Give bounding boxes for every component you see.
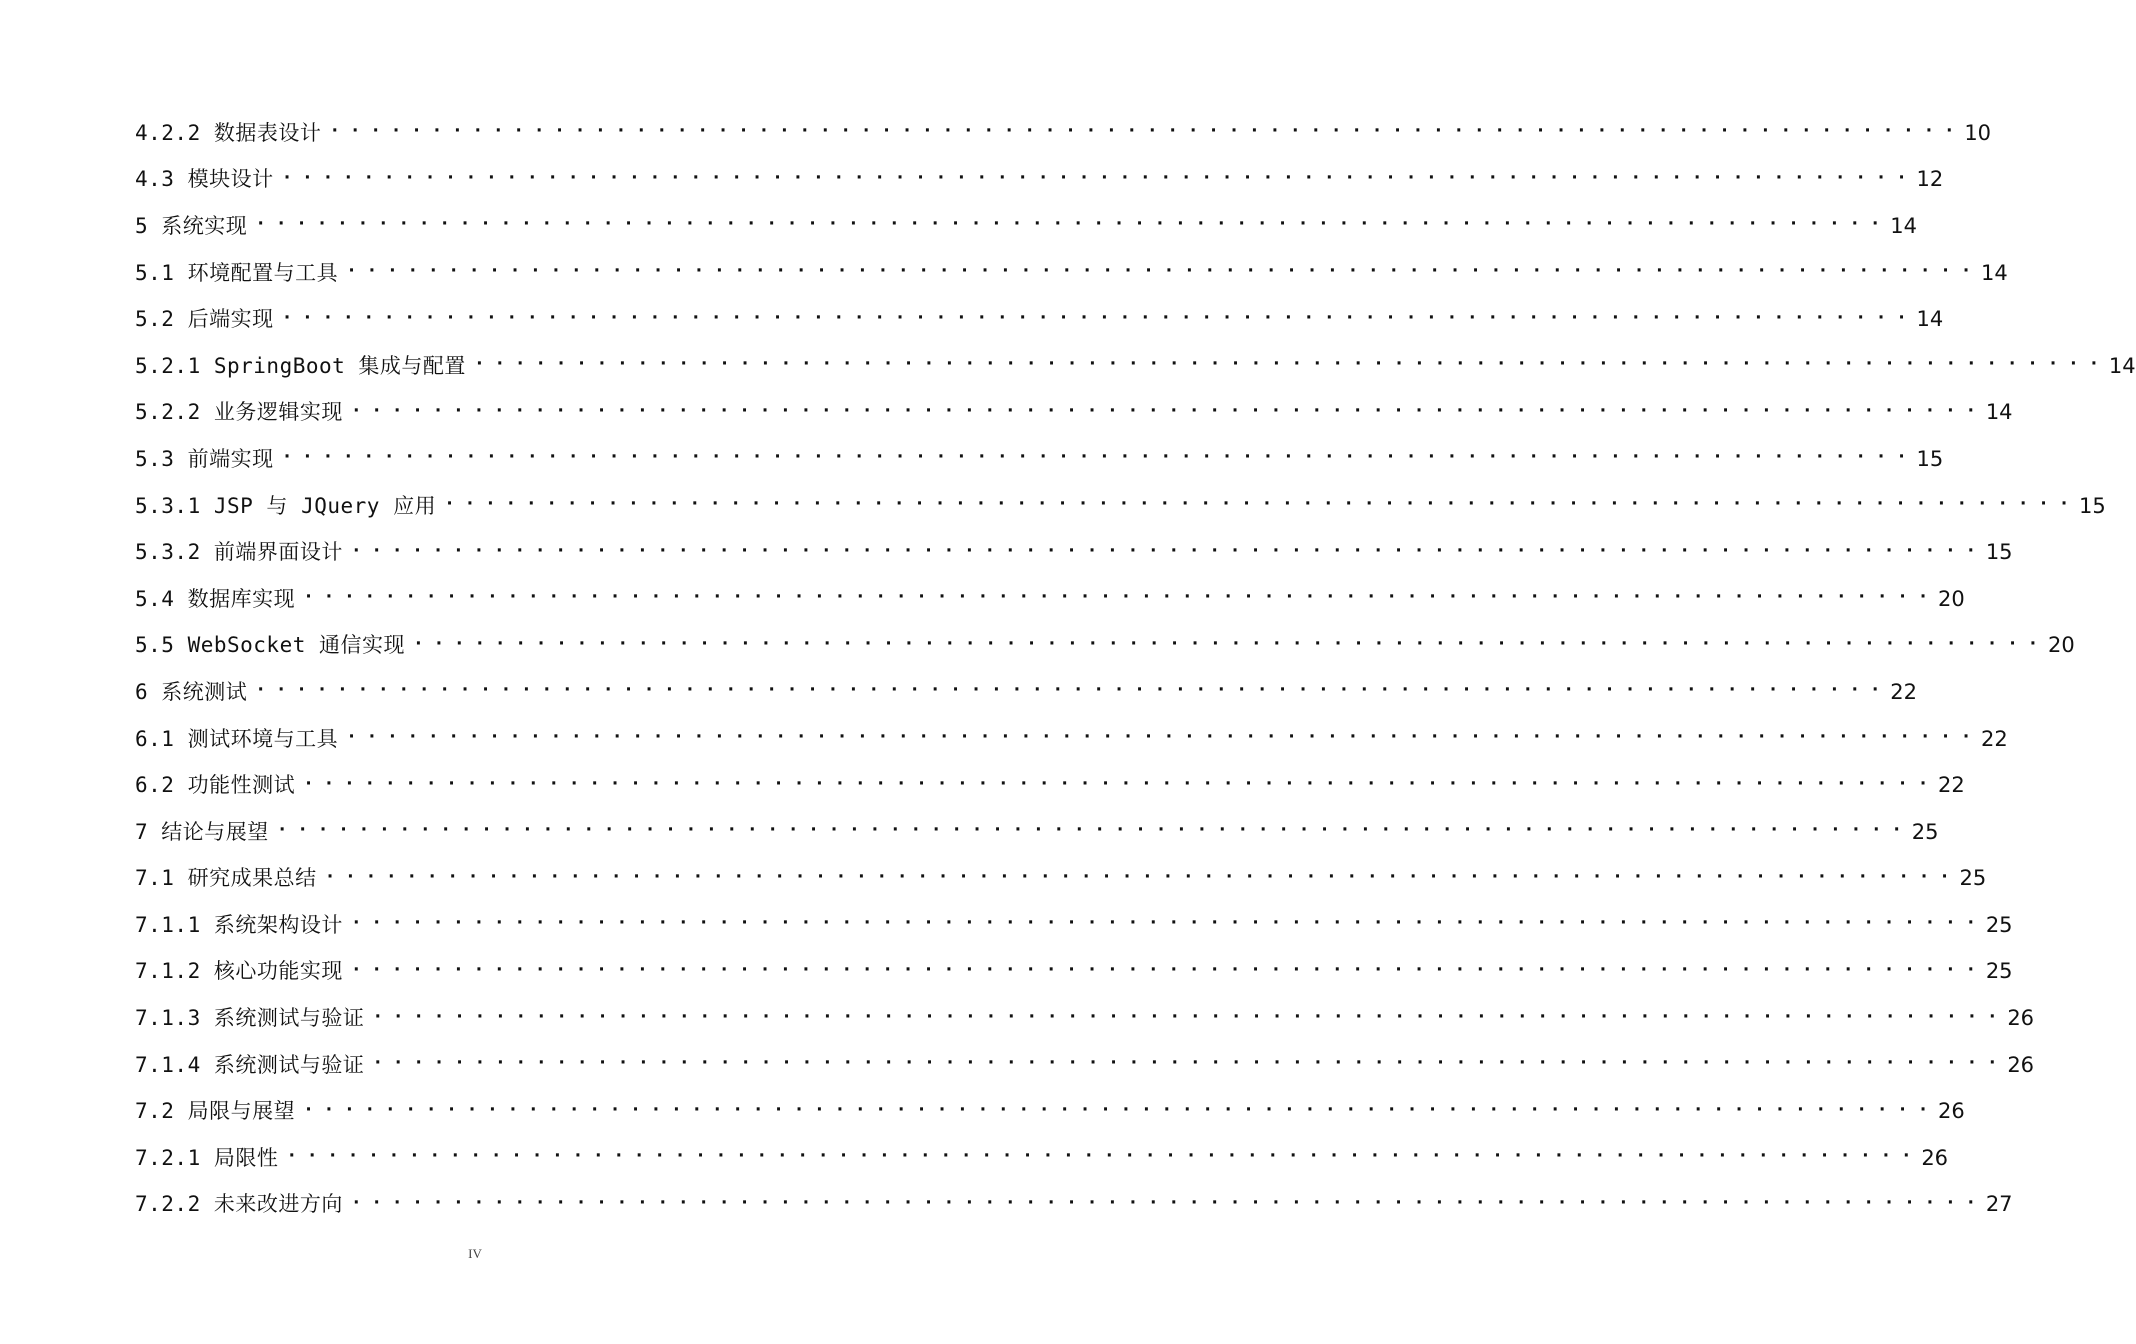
toc-leader-dots: ················································································ — [303, 586, 1939, 608]
toc-entry-title: 7.1.4 系统测试与验证 — [135, 1055, 372, 1076]
toc-entry-title: 7.2.2 未来改进方向 — [135, 1194, 351, 1215]
toc-entry[interactable] — [135, 623, 2075, 670]
toc-entry-title: 4.2.2 数据表设计 — [135, 123, 329, 144]
toc-entry-title: 7.1 研究成果总结 — [135, 868, 325, 889]
toc-leader-dots: ················································································ — [350, 1191, 1986, 1213]
toc-entry-page: 14 — [1890, 213, 1917, 238]
toc-leader-dots: ················································································ — [372, 1005, 2008, 1027]
toc-entry-title: 7 结论与展望 — [135, 822, 277, 843]
toc-entry[interactable] — [135, 343, 2136, 390]
toc-entry-title: 5.3 前端实现 — [135, 449, 282, 470]
toc-entry[interactable] — [135, 250, 2008, 297]
toc-entry-title: 7.1.1 系统架构设计 — [135, 915, 351, 936]
toc-entry[interactable] — [135, 902, 2013, 949]
toc-entry-page: 12 — [1916, 167, 1944, 192]
toc-entry-page: 10 — [1964, 120, 1992, 145]
toc-entry[interactable] — [135, 1088, 1965, 1135]
toc-entry-title: 7.1.2 核心功能实现 — [135, 961, 351, 982]
toc-leader-dots: ················································································ — [350, 399, 1986, 421]
toc-leader-dots: ················································································ — [281, 306, 1917, 328]
toc-entry-page: 26 — [1921, 1145, 1949, 1170]
toc-entry[interactable] — [135, 203, 1917, 250]
toc-entry-title: 7.2 局限与展望 — [135, 1101, 303, 1122]
toc-entry-page: 26 — [2007, 1006, 2035, 1031]
toc-leader-dots: ················································································ — [444, 493, 2080, 515]
toc-leader-dots: ················································································ — [276, 819, 1912, 841]
toc-entry-page: 22 — [1890, 679, 1917, 704]
toc-leader-dots: ················································································ — [350, 539, 1986, 561]
toc-entry[interactable] — [135, 390, 2013, 437]
toc-entry[interactable] — [135, 483, 2106, 530]
toc-entry[interactable] — [135, 949, 2013, 996]
toc-entry[interactable] — [135, 1182, 2013, 1229]
toc-leader-dots: ················································································ — [303, 1098, 1939, 1120]
toc-entry[interactable] — [135, 716, 2008, 763]
toc-entry-page: 25 — [1911, 819, 1939, 844]
toc-entry[interactable] — [135, 856, 1987, 903]
toc-leader-dots: ················································································ — [329, 120, 1965, 142]
toc-entry-title: 7.2.1 局限性 — [135, 1148, 286, 1169]
toc-entry-page: 14 — [1916, 307, 1944, 332]
toc-entry[interactable] — [135, 809, 1939, 856]
toc-entry[interactable] — [135, 669, 1917, 716]
toc-entry-page: 14 — [2108, 353, 2136, 378]
toc-entry-title: 6.1 测试环境与工具 — [135, 729, 346, 750]
toc-entry-page: 15 — [1985, 540, 2013, 565]
toc-entry[interactable] — [135, 529, 2013, 576]
table-of-contents — [135, 110, 2136, 1228]
toc-entry-title: 5.2.2 业务逻辑实现 — [135, 402, 351, 423]
toc-leader-dots: ················································································ — [372, 1052, 2008, 1074]
toc-entry-title: 5.3.2 前端界面设计 — [135, 542, 351, 563]
toc-leader-dots: ················································································ — [303, 772, 1939, 794]
toc-entry[interactable] — [135, 110, 1992, 157]
toc-leader-dots: ················································································ — [350, 912, 1986, 934]
toc-entry-page: 15 — [1916, 446, 1944, 471]
toc-entry[interactable] — [135, 296, 1944, 343]
toc-entry[interactable] — [135, 1042, 2035, 1089]
toc-leader-dots: ················································································ — [324, 865, 1960, 887]
toc-leader-dots: ················································································ — [281, 446, 1917, 468]
toc-entry-title: 5.2 后端实现 — [135, 309, 282, 330]
toc-leader-dots: ················································································ — [413, 632, 2048, 654]
toc-entry-page: 14 — [1985, 400, 2013, 425]
toc-entry-title: 7.1.3 系统测试与验证 — [135, 1008, 372, 1029]
toc-entry-page: 14 — [1981, 260, 2008, 285]
toc-entry-page: 22 — [1981, 726, 2008, 751]
toc-leader-dots: ················································································ — [350, 958, 1986, 980]
toc-entry-page: 20 — [2047, 633, 2075, 658]
toc-leader-dots: ················································································ — [255, 213, 1891, 235]
toc-entry[interactable] — [135, 995, 2035, 1042]
toc-entry[interactable] — [135, 1135, 1949, 1182]
toc-entry[interactable] — [135, 762, 1965, 809]
toc-entry-page: 22 — [1938, 773, 1965, 798]
toc-leader-dots: ················································································ — [286, 1145, 1922, 1167]
toc-entry-page: 26 — [1938, 1099, 1965, 1124]
toc-entry[interactable] — [135, 576, 1965, 623]
toc-entry-title: 5 系统实现 — [135, 216, 255, 237]
toc-entry-title: 5.5 WebSocket 通信实现 — [135, 635, 413, 656]
toc-entry-title: 4.3 模块设计 — [135, 169, 282, 190]
toc-leader-dots: ················································································ — [473, 353, 2109, 375]
toc-entry[interactable] — [135, 157, 1944, 204]
toc-entry-page: 27 — [1985, 1192, 2013, 1217]
toc-entry-page: 25 — [1985, 912, 2013, 937]
toc-entry-title: 5.1 环境配置与工具 — [135, 263, 346, 284]
toc-leader-dots: ················································································ — [281, 166, 1917, 188]
toc-entry-title: 6 系统测试 — [135, 682, 255, 703]
page-number: IV — [468, 1246, 482, 1261]
toc-entry-page: 25 — [1959, 866, 1987, 891]
toc-leader-dots: ················································································ — [346, 260, 1982, 282]
toc-entry-page: 20 — [1938, 586, 1965, 611]
toc-entry-page: 15 — [2079, 493, 2106, 518]
toc-entry-title: 5.2.1 SpringBoot 集成与配置 — [135, 356, 474, 377]
toc-entry-title: 5.3.1 JSP 与 JQuery 应用 — [135, 496, 444, 517]
toc-entry-title: 5.4 数据库实现 — [135, 589, 303, 610]
toc-entry-title: 6.2 功能性测试 — [135, 775, 303, 796]
toc-leader-dots: ················································································ — [346, 726, 1982, 748]
toc-entry-page: 25 — [1985, 959, 2013, 984]
toc-entry[interactable] — [135, 436, 1944, 483]
toc-entry-page: 26 — [2007, 1052, 2035, 1077]
toc-leader-dots: ················································································ — [255, 679, 1891, 701]
